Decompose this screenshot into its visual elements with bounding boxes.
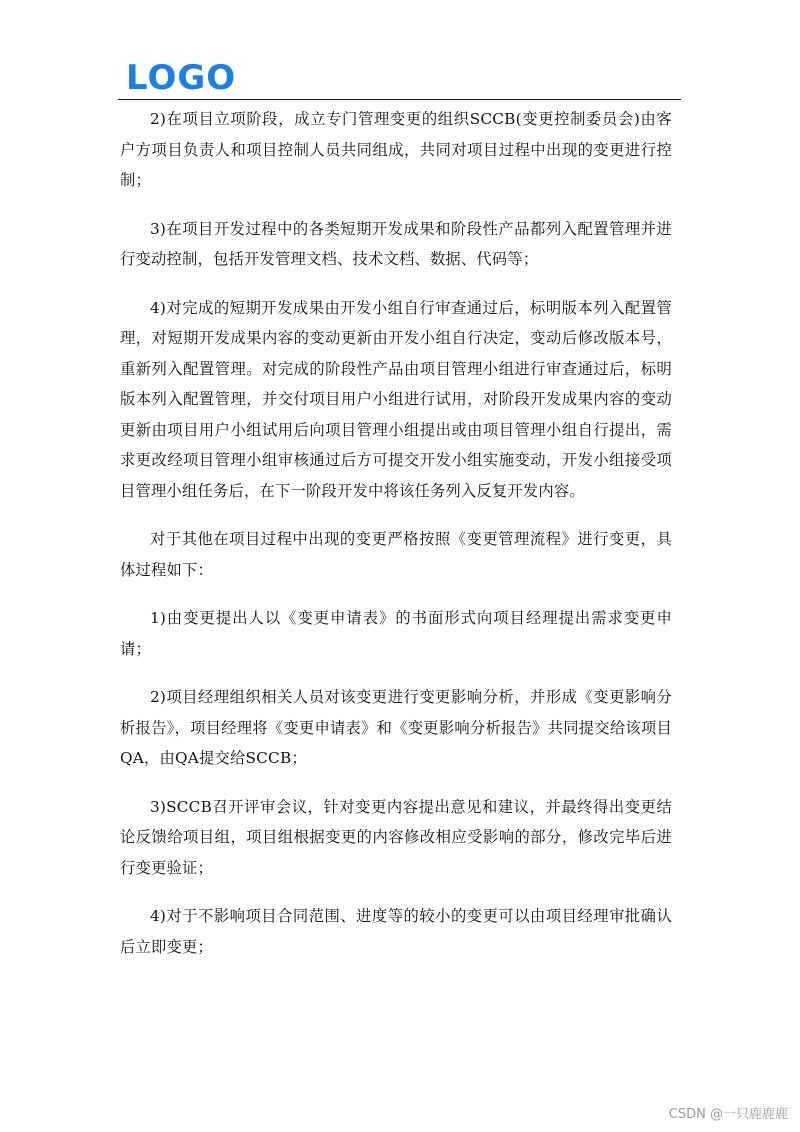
- paragraph-config-management: 3)在项目开发过程中的各类短期开发成果和阶段性产品都列入配置管理并进行变动控制，包括开发管理文档、技术文档、数据、代码等；: [120, 219, 672, 268]
- paragraph-step-1: 1)由变更提出人以《变更申请表》的书面形式向项目经理提出需求变更申请；: [120, 609, 672, 658]
- paragraph-step-3: 3)SCCB召开评审会议，针对变更内容提出意见和建议，并最终得出变更结论反馈给项目组，项目组根据变更的内容修改相应受影响的部分，修改完毕后进行变更验证；: [120, 797, 672, 877]
- header-divider: [118, 99, 681, 100]
- logo: LOGO: [126, 58, 237, 98]
- paragraph-sccb-setup: 2)在项目立项阶段，成立专门管理变更的组织SCCB(变更控制委员会)由客户方项目负责人和项目控制人员共同组成，共同对项目过程中出现的变更进行控制；: [120, 110, 672, 189]
- paragraph-step-4: 4)对于不影响项目合同范围、进度等的较小的变更可以由项目经理审批确认后立即变更；: [120, 907, 672, 956]
- document-body: [120, 104, 672, 980]
- watermark: CSDN @一只鹿鹿鹿: [668, 1107, 788, 1122]
- paragraph-step-2: 2)项目经理组织相关人员对该变更进行变更影响分析，并形成《变更影响分析报告》，项目经理将《变更申请表》和《变更影响分析报告》共同提交给该项目QA，由QA提交给SCCB；: [120, 688, 672, 767]
- paragraph-change-process-intro: 对于其他在项目过程中出现的变更严格按照《变更管理流程》进行变更，具体过程如下：: [120, 530, 672, 579]
- paragraph-review-process: 4)对完成的短期开发成果由开发小组自行审查通过后，标明版本列入配置管理，对短期开发成果内容的变动更新由开发小组自行决定，变动后修改版本号，重新列入配置管理。对完成的阶段性产品由项目管理小组进行审查通过后，标明版本列入配置管理，并交付项目用户小组进行试用，对阶段开发成果内容的变动更新由项目用户小组试用后向项目管理小组提出或由项目管理小组自行提出，需求更改经项目管理小组审核通过后方可提交开发小组实施变动，开发小组接受项目管理小组任务后，在下一阶段开发中将该任务列入反复开发内容。: [120, 298, 672, 500]
